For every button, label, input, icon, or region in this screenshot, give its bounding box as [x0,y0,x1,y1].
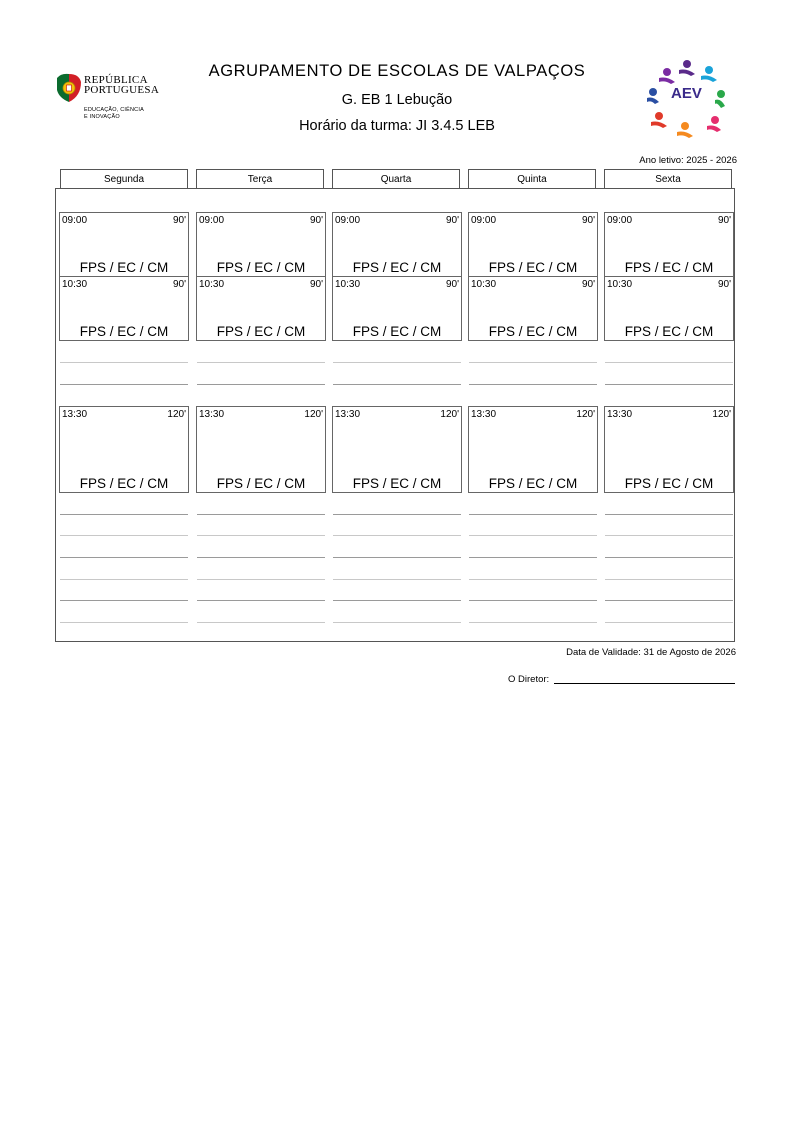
slot-segunda-3 [59,406,189,493]
slot-time: 10:30 [607,279,633,290]
slot-time: 10:30 [62,279,88,290]
slot-quinta-2 [468,276,598,341]
empty-line [333,622,461,623]
slot-duration: 120' [304,409,323,420]
slot-subject: FPS / EC / CM [352,476,442,491]
slot-time: 13:30 [471,409,497,420]
day-header-quarta: Quarta [332,169,460,188]
class-schedule-title: Horário da turma: JI 3.4.5 LEB [299,118,495,134]
school-year: Ano letivo: 2025 - 2026 [639,155,737,166]
empty-line [333,514,461,515]
slot-time: 13:30 [335,409,361,420]
slot-duration: 90' [172,279,186,290]
slot-duration: 120' [712,409,731,420]
empty-line [197,557,325,558]
slot-duration: 90' [581,215,595,226]
empty-line [605,362,733,363]
slot-time: 13:30 [607,409,633,420]
validity-date: Data de Validade: 31 de Agosto de 2026 [566,647,736,658]
empty-line [197,579,325,580]
empty-line [333,384,461,385]
empty-line [197,535,325,536]
slot-duration: 90' [309,279,323,290]
slot-subject: FPS / EC / CM [488,324,578,339]
slot-time: 10:30 [471,279,497,290]
empty-line [197,622,325,623]
empty-line [605,579,733,580]
empty-line [60,535,188,536]
slot-segunda-2 [59,276,189,341]
empty-line [469,514,597,515]
slot-duration: 120' [167,409,186,420]
empty-line [469,579,597,580]
slot-subject: FPS / EC / CM [352,324,442,339]
empty-line [605,384,733,385]
empty-line [197,362,325,363]
day-header-quinta: Quinta [468,169,596,188]
empty-line [469,600,597,601]
empty-line [469,557,597,558]
empty-line [333,362,461,363]
director-signature-line [554,683,735,684]
slot-quinta-3 [468,406,598,493]
slot-subject: FPS / EC / CM [488,260,578,275]
school-name: G. EB 1 Lebução [341,92,453,108]
slot-subject: FPS / EC / CM [79,476,169,491]
empty-line [605,622,733,623]
slot-subject: FPS / EC / CM [79,260,169,275]
aev-logo [645,58,729,140]
empty-line [469,384,597,385]
empty-line [60,600,188,601]
slot-duration: 90' [309,215,323,226]
slot-time: 09:00 [335,215,361,226]
slot-time: 13:30 [199,409,225,420]
slot-subject: FPS / EC / CM [216,260,306,275]
republica-portuguesa-logo [55,72,165,124]
slot-sexta-2 [604,276,734,341]
director-label: O Diretor: [508,674,550,685]
logo-text-portuguesa: PORTUGUESA [84,84,160,96]
slot-duration: 120' [440,409,459,420]
slot-time: 09:00 [607,215,633,226]
empty-line [60,384,188,385]
slot-subject: FPS / EC / CM [216,324,306,339]
empty-line [60,579,188,580]
slot-subject: FPS / EC / CM [488,476,578,491]
day-header-terca: Terça [196,169,324,188]
slot-time: 09:00 [62,215,88,226]
empty-line [60,622,188,623]
empty-line [333,557,461,558]
slot-duration: 90' [717,279,731,290]
slot-terca-3 [196,406,326,493]
slot-duration: 90' [717,215,731,226]
slot-time: 09:00 [199,215,225,226]
slot-quarta-2 [332,276,462,341]
slot-quarta-1 [332,212,462,277]
slot-duration: 90' [172,215,186,226]
slot-subject: FPS / EC / CM [352,260,442,275]
empty-line [60,362,188,363]
empty-line [605,600,733,601]
empty-line [605,535,733,536]
slot-duration: 90' [445,215,459,226]
slot-duration: 120' [576,409,595,420]
page-title: AGRUPAMENTO DE ESCOLAS DE VALPAÇOS [208,62,586,80]
empty-line [60,557,188,558]
slot-sexta-3 [604,406,734,493]
slot-segunda-1 [59,212,189,277]
slot-quarta-3 [332,406,462,493]
day-header-sexta: Sexta [604,169,732,188]
empty-line [197,384,325,385]
empty-line [60,514,188,515]
empty-line [605,514,733,515]
slot-sexta-1 [604,212,734,277]
logo-text-ministry-1: EDUCAÇÃO, CIÊNCIA [84,107,144,113]
slot-time: 13:30 [62,409,88,420]
aev-logo-text: AEV [671,85,702,102]
slot-subject: FPS / EC / CM [624,476,714,491]
logo-text-ministry-2: E INOVAÇÃO [84,114,120,120]
slot-time: 09:00 [471,215,497,226]
empty-line [333,600,461,601]
slot-subject: FPS / EC / CM [79,324,169,339]
empty-line [469,362,597,363]
day-header-segunda: Segunda [60,169,188,188]
slot-duration: 90' [445,279,459,290]
slot-subject: FPS / EC / CM [624,260,714,275]
slot-duration: 90' [581,279,595,290]
slot-subject: FPS / EC / CM [624,324,714,339]
coat-of-arms-icon [55,72,83,104]
empty-line [469,535,597,536]
slot-time: 10:30 [199,279,225,290]
empty-line [333,579,461,580]
empty-line [333,535,461,536]
slot-terca-1 [196,212,326,277]
empty-line [605,557,733,558]
slot-quinta-1 [468,212,598,277]
slot-terca-2 [196,276,326,341]
slot-time: 10:30 [335,279,361,290]
empty-line [197,514,325,515]
logo-text-republica: REPÚBLICA [84,74,148,86]
empty-line [197,600,325,601]
empty-line [469,622,597,623]
slot-subject: FPS / EC / CM [216,476,306,491]
